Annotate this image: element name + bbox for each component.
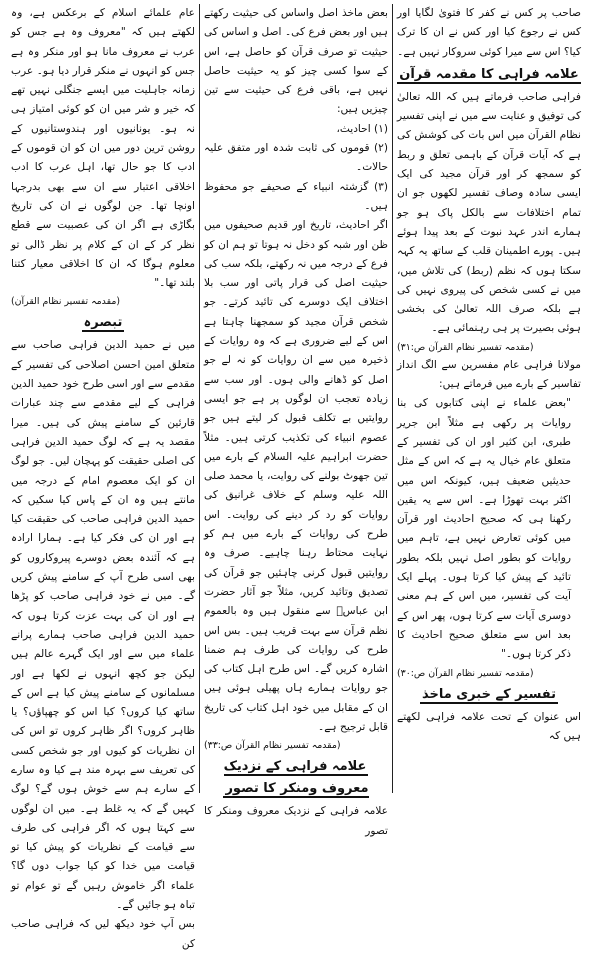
section-heading-text: تفسیر کے خبری ماخذ — [421, 686, 557, 702]
column-middle — [201, 4, 391, 837]
column-divider — [392, 4, 393, 793]
section-heading — [11, 312, 195, 334]
column-divider — [199, 4, 200, 793]
section-heading — [397, 64, 581, 86]
citation: (مقدمہ تفسیر نظام القرآن ص:۳۳) — [204, 740, 341, 752]
body-paragraph: اگر احادیث، تاریخ اور قدیم صحیفوں میں ظن اور شبہ کو دخل نہ ہوتا تو ہم ان کو فرع کے درجہ میں نہ رکھتے، بلکہ سب کی حیثیت اصل کی قرار پاتی اور سب بلا اختلاف ایک دوسرے کی تائید کرتے۔ جو شخص قرآن مجید کو سمجھنا چاہتا ہے اس کے لیے ضروری ہے کہ وہ روایات کے ذخیرہ میں سے ان روایات کو نہ لے جو اصل کو ڈھانے والی ہوں۔ اور سب سے زیادہ تعجب ان لوگوں پر ہے جو ایسی روایتیں بے تکلف قبول کر لیتے ہیں جو عصوم انبیاء کی تکذیب کرتی ہیں۔ مثلاً حضرت ابراہیم علیہ السلام کے بارے میں تین جھوٹ بولنے کی روایت، یا محمد صلی اللہ علیہ وسلم کے خلاف غرانیق کی روایات کو رد کر دینے کی روایت۔ اس طرح کی روایات کے بارے میں ہم کو نہایت محتاط رہنا چاہیے۔ صرف وہ روایتیں قبول کرنی چاہئیں جو قرآن کی تصدیق وتائید کریں، مثلاً جو آثار حضرت ابن عباسؓ سے منقول ہیں وہ بالعموم نظم قرآن سے بہت قریب ہیں۔ بس اس طرح کی روایات کی طرف ہم ضمنا اشارہ کریں گے۔ اس طرح اہل کتاب کی جو روایات ہمارے ہاں پھیلی ہوئی ہیں ان کے مقابل میں خود اہل کتاب کی تاریخ قابل ترجیح ہے۔ — [204, 219, 388, 733]
section-heading — [397, 684, 581, 706]
body-paragraph: میں نے حمید الدین فراہی صاحب سے متعلق امین احسن اصلاحی کی تفسیر کے مقدمے سے اور اسی طرح خود حمید الدین فراہی کے لیے مقدمے سے چند عبارات قارئین کے سامنے پیش کی ہیں۔ میرا مقصد یہ ہے کہ لوگ حمید الدین فراہی کی اصلی حقیقت کو پہچان لیں۔ جو لوگ ان کو ایک معصوم امام کے درجہ میں مانتے ہیں وہ ان کے پاس کیا سکیں کہ حمید الدین فراہی صاحب کی حقیقت کیا ہے اور ان کی فکر کیا ہے۔ ہمارا ارادہ ہے کہ آئندہ بعض دوسرے پیروکاروں کو بھی اسی طرح آپ کے سامنے پیش کریں گے۔ میں نے خود فراہی صاحب کو پڑھا ہے اور ان کی بہت عزت کرتا ہوں کہ حمید الدین فراہی صاحب ہمارے پرانے علماء میں سے اور ایک گہرے عالم ہیں لیکن جو کچھ انہوں نے لکھا ہے اور مسلمانوں کے سامنے پیش کیا ہے اس کے ساتھ کیا کروں؟ کیا اس کو چھپاؤں؟ یا ظاہر کروں؟ اگر ظاہر کروں تو اس کی ان نظریات کو کیوں اور جو شخص کسی کی تعریف سے بہرہ مند ہے کیا وہ سارے کے سارے ہم سے خوش ہوں گے؟ لوگ کہیں گے کہ یہ غلط ہے۔ میں ان لوگوں سے کہتا ہوں کہ اگر فراہی کی طرف سے قیامت کے نظریات کو پیش کیا تو قیامت میں خدا کو کیا جواب دوں گا؟ علماء اگر خاموش رہیں گے تو عوام تو تباہ ہو جائیں گے۔ — [11, 339, 195, 912]
body-paragraph: اس عنوان کے تحت علامہ فراہی لکھتے ہیں کہ — [397, 710, 581, 742]
body-paragraph: بعض ماخذ اصل واساس کی حیثیت رکھتے ہیں اور بعض فرع کی۔ اصل و اساس کی حیثیت تو صرف قرآن کو حاصل ہے، اس کے سوا کسی چیز کو یہ حیثیت حاصل نہیں ہے، باقی فرع کی حیثیت سے تین چیزیں ہیں: — [204, 7, 388, 116]
body-paragraph: فراہی صاحب فرماتے ہیں کہ اللہ تعالیٰ کی توفیق و عنایت سے میں نے اپنی تفسیر نظام القرآن میں اس بات کی کوشش کی ہے کہ آیات قرآن کے باہمی تعلق و ربط کو سمجھ کر اور قرآن مجید کی ایک ایسی سادہ وصاف تفسیر لکھوں جو ان تمام اختلافات سے بالکل پاک ہو جو ہمارے اندر عہد نبوت کے بعد پیدا ہوئے ہیں۔ پورے اطمینان قلب کے ساتھ یہ کہہ سکتا ہوں کہ نظم (ربط) کی تلاش میں، میں نے کسی شخص کی پیروی نہیں کی ہے بلکہ صرف اللہ تعالیٰ کی بخشی ہوئی بصیرت پر ہی رہنمائی ہے۔ — [397, 90, 581, 335]
section-heading — [204, 756, 388, 800]
body-paragraph: بس آپ خود دیکھ لیں کہ فراہی صاحب کن — [11, 918, 195, 950]
citation: (مقدمہ تفسیر نظام القرآن ص:۳۱) — [397, 341, 534, 353]
citation: (مقدمہ تفسیر نظام القرآن ص:۳۰) — [397, 667, 534, 679]
body-paragraph: (۳) گزشتہ انبیاء کے صحیفے جو محفوظ ہیں۔ — [204, 180, 388, 212]
quotation-paragraph: "بعض علماء نے اپنی کتابوں کی بنا روایات پر رکھی ہے مثلاً ابن جریر طبری، ابن کثیر اور ان کی تفسیر کے متعلق عام خیال یہ ہے کہ اس کے مثل حدیثیں ضعیف ہیں، کیونکہ اس میں اکثر بہت تھوڑا ہے۔ اس سے یہ یقین رکھنا ہی کہ صحیح احادیث اور قرآن میں کوئی تعارض نہیں ہے، تاہم میں روایات کو بطور اصل نہیں بلکہ بطور تائید کے پیش کیا کرتا ہوں۔ پہلے ایک آیت کی تفسیر، میں اس کے ہم معنی دوسری آیات سے کرتا ہوں، پھر اس کے بعد اس سے متعلق صحیح احادیث کا ذکر کرتا ہوں۔" — [397, 397, 571, 661]
body-paragraph: (۱) احادیث، — [336, 122, 388, 135]
column-right — [394, 4, 584, 793]
section-heading-text: علامہ فراہی کے نزدیک معروف ومنکر کا تصور — [223, 759, 369, 797]
body-paragraph: صاحب پر کس نے کفر کا فتویٰ لگایا اور کس نے رجوع کیا اور کس نے ان کا ترک کیا؟ اس سے میرا کوئی سروکار نہیں ہے۔ — [397, 7, 581, 58]
body-paragraph: عام علمائے اسلام کے برعکس ہے، وہ لکھتے ہیں کہ "معروف وہ ہے جس کو عرب نے معروف مانا ہو اور منکر وہ ہے جس کو انہوں نے منکر قرار دیا ہو۔ عرب زمانہ جاہلیت میں ایسے جنگلی نہیں تھے کہ خیر و شر میں ان کو کوئی امتیاز ہی نہ ہو۔ یونانیوں اور ہندوستانیوں کے روشن ترین دور میں ان کو ان قوموں کے ادب کا جو حال تھا، اہل عرب کا ادب اخلاقی اعتبار سے ان سے بھی بدرجہا اونچا تھا۔ جن لوگوں نے ان کی تاریخ بگاڑی ہے اگر ان کی عصبیت سے قطع نظر کر کے ان کے کلام پر نظر ڈالی تو معلوم ہوگا کہ ان کا اخلاقی معیار کتنا بلند تھا۔" — [11, 7, 195, 290]
three-column-layout — [6, 4, 584, 950]
section-heading-text: تبصرہ — [83, 315, 123, 331]
body-paragraph: مولانا فراہی عام مفسرین سے الگ انداز تفاسیر کے بارے میں فرماتے ہیں: — [397, 358, 581, 391]
section-heading-text: علامہ فراہی کا مقدمہ قرآن — [399, 66, 579, 82]
citation: (مقدمہ تفسیر نظام القرآن) — [11, 296, 120, 308]
body-paragraph: (۲) قوموں کی ثابت شدہ اور متفق علیہ حالات۔ — [204, 142, 388, 174]
column-left — [8, 4, 198, 950]
body-paragraph: علامہ فراہی کے نزدیک معروف ومنکر کا تصور — [204, 805, 388, 837]
